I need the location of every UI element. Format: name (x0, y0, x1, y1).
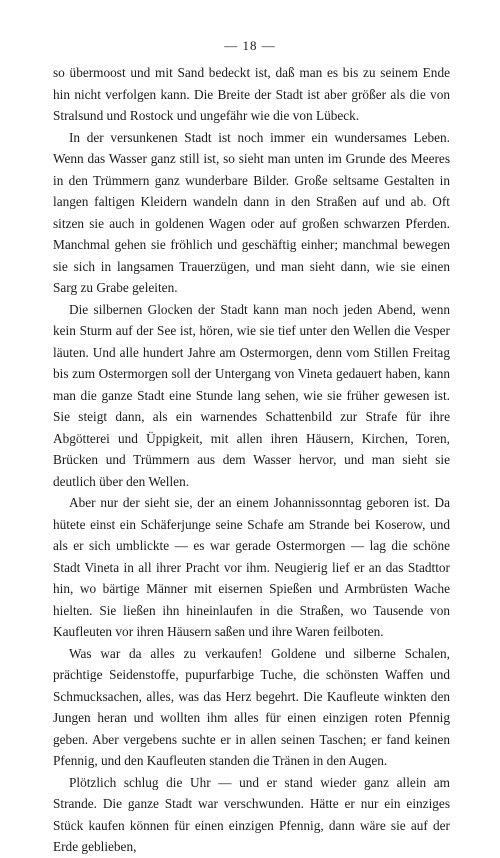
paragraph: Was war da alles zu verkaufen! Goldene und silberne Schalen, prächtige Seidenstoffe, pupurfarbige Tuche, die schönsten Waffen und Schmucksachen, alles, was das Herz begehrt. Die Kaufleute winkten den Jungen heran und wollten ihm alles für einen einzigen roten Pfennig geben. Aber vergebens suchte er in allen seinen Taschen; er fand keinen Pfennig, und den Kaufleuten standen die Tränen in den Augen. (53, 645, 450, 768)
page-number: — 18 — (224, 38, 276, 53)
body-text (53, 62, 450, 858)
paragraph: Die silbernen Glocken der Stadt kann man noch jeden Abend, wenn kein Sturm auf der See ist, hören, wie sie tief unter den Wellen die Vesper läuten. Und alle hundert Jahre am Ostermorgen, denn vom Stillen Freitag bis zum Ostermorgen soll der Untergang von Vineta gedauert haben, kann man die ganze Stadt eine Stunde lang sehen, wie sie früher gewesen ist. Sie steigt dann, als ein warnendes Schattenbild zur Strafe für ihre Abgötterei und Üppigkeit, mit allen ihren Häusern, Kirchen, Toren, Brücken und Trümmern aus dem Wasser hervor, und man sieht sie deutlich über den Wellen. (53, 301, 450, 489)
paragraph: Aber nur der sieht sie, der an einem Johannissonntag geboren ist. Da hütete einst ein Schäferjunge seine Schafe am Strande bei Koserow, und als er sich umblickte — es war gerade Ostermorgen — lag die schöne Stadt Vineta in all ihrer Pracht vor ihm. Neugierig lief er an das Stadttor hin, wo bärtige Männer mit eisernen Spießen und Armbrüsten Wache hielten. Sie ließen ihn hineinlaufen in die Straßen, wo Tausende von Kaufleuten vor ihren Häusern saßen und ihre Waren feilboten. (53, 495, 450, 639)
paragraph: In der versunkenen Stadt ist noch immer ein wundersames Leben. Wenn das Wasser ganz still ist, so sieht man unten im Grunde des Meeres in den Trümmern ganz wunderbare Bilder. Große seltsame Gestalten in langen faltigen Kleidern wandeln dann in den Straßen auf und ab. Oft sitzen sie auch in goldenen Wagen oder auf großen schwarzen Pferden. Manchmal gehen sie fröhlich und geschäftig einher; manchmal bewegen sie sich in langsamen Trauerzügen, und man sieht dann, wie sie einen Sarg zu Grabe geleiten. (53, 129, 450, 295)
paragraph: Plötzlich schlug die Uhr — und er stand wieder ganz allein am Strande. Die ganze Stadt war verschwunden. Hätte er nur ein einziges Stück kaufen können für einen einzigen Pfennig, dann wäre sie auf der Erde geblieben, (53, 774, 450, 854)
paragraph: so übermoost und mit Sand bedeckt ist, daß man es bis zu seinem Ende hin nicht verfolgen kann. Die Breite der Stadt ist aber größer als die von Stralsund und Rostock und ungefähr wie die von Lübeck. (53, 65, 450, 123)
